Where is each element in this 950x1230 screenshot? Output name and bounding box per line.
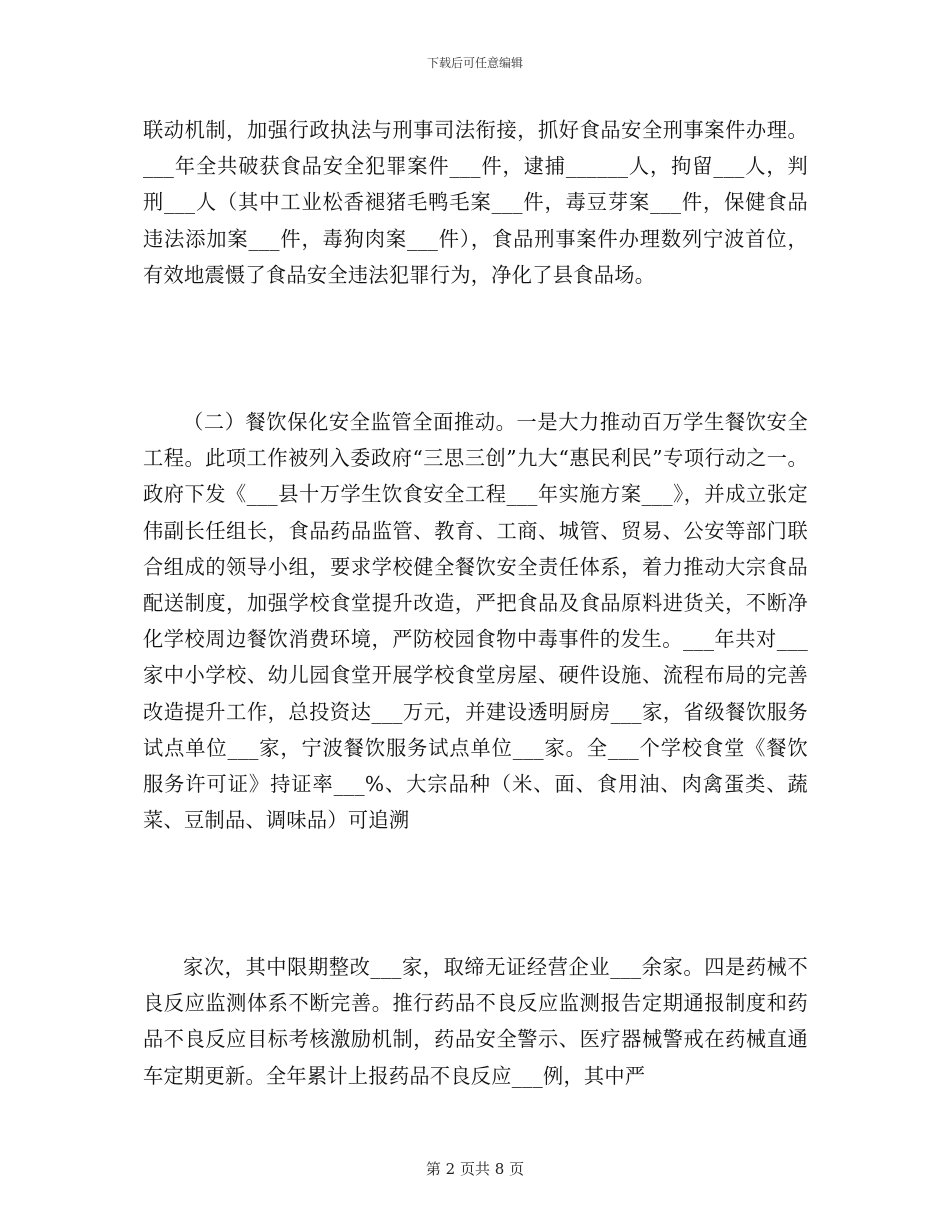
body-paragraph-1: 联动机制，加强行政执法与刑事司法衔接，抓好食品安全刑事案件办理。___年全共破获食品安全犯罪案件___件，逮捕______人，拘留___人，判刑___人（其中工业松香褪猪毛鸭毛案___件，毒豆芽案___件，保健食品违法添加案___件，毒狗肉案___件），食品刑事案件办理数列宁波首位，有效地震慑了食品安全违法犯罪行为，净化了县食品场。	[143, 118, 808, 287]
body-paragraph-2: （二）餐饮保化安全监管全面推动。一是大力推动百万学生餐饮安全工程。此项工作被列入委政府“三思三创”九大“惠民利民”专项行动之一。政府下发《___县十万学生饮食安全工程___年实施方案___》，并成立张定伟副长任组长，食品药品监管、教育、工商、城管、贸易、公安等部门联合组成的领导小组，要求学校健全餐饮安全责任体系，着力推动大宗食品配送制度，加强学校食堂提升改造，严把食品及食品原料进货关，不断净化学校周边餐饮消费环境，严防校园食物中毒事件的发生。___年共对___家中小学校、幼儿园食堂开展学校食堂房屋、硬件设施、流程布局的完善改造提升工作，总投资达___万元，并建设透明厨房___家，省级餐饮服务试点单位___家，宁波餐饮服务试点单位___家。全___个学校食堂《餐饮服务许可证》持证率___%、大宗品种（米、面、食用油、肉禽蛋类、蔬菜、豆制品、调味品）可追溯	[143, 410, 808, 833]
body-paragraph-3: 家次，其中限期整改___家，取缔无证经营企业___余家。四是药械不良反应监测体系不断完善。推行药品不良反应监测报告定期通报制度和药品不良反应目标考核激励机制，药品安全警示、医疗器械警戒在药械直通车定期更新。全年累计上报药品不良反应___例，其中严	[143, 955, 808, 1088]
page-footer: 第 2 页共 8 页	[425, 1160, 525, 1178]
page-header: 下载后可任意编辑	[426, 56, 523, 70]
